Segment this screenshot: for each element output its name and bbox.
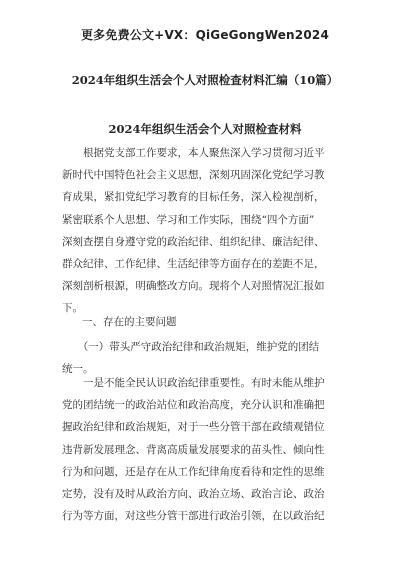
text-line: （一）带头严守政治纪律和政治规矩，维护党的团结 [62,341,320,353]
text-line: 下。 [62,302,83,315]
text-line: 定势，没有及时从政治方向、政治立场、政治言论、政治 [62,488,325,501]
text-line: 行为和问题，还是存在从工作纪律角度看待和定性的思维 [62,465,325,478]
text-line: 违背新发展理念、背离高质量发展要求的苗头性、倾向性 [62,443,325,456]
text-line: 群众纪律、工作纪律、生活纪律等方面存在的差距不足， [62,258,325,271]
text-line: 育成果，紧扣党纪学习教育的目标任务，深入检视剖析， [62,191,325,204]
text-line: 紧密联系个人思想、学习和工作实际，围绕“四个方面” [62,213,315,226]
text-line: 根据党支部工作要求，本人聚焦深入学习贯彻习近平 [62,147,325,159]
document-title: 2024年组织生活会个人对照检查材料 [108,122,302,136]
promo-header: 更多免费公文+VX：QiGeGongWen2024 [80,28,329,42]
intro-paragraph [62,142,352,320]
text-line: 行为等方面，对这些分管干部进行政治引领，在以政治纪 [62,510,325,523]
body-paragraph [62,372,352,527]
text-line: 深刻查摆自身遵守党的政治纪律、组织纪律、廉洁纪律、 [62,235,325,248]
collection-title: 2024年组织生活会个人对照检查材料汇编（10篇） [71,73,339,87]
text-line: 一是不能全民认识政治纪律重要性。有时未能从维护 [62,377,325,389]
section-heading: 一、存在的主要问题 [82,316,177,328]
text-line: 统一。 [62,363,94,376]
text-line: 深刻剖析根源，明确整改方向。现将个人对照情况汇报如 [62,280,325,293]
text-line: 党的团结统一的政治站位和政治高度，充分认识和准确把 [62,399,325,412]
text-line: 握政治纪律和政治规矩，对于一些分管干部在政绩观错位 [62,421,325,434]
text-line: 新时代中国特色社会主义思想，深刻巩固深化党纪学习教 [62,169,325,182]
